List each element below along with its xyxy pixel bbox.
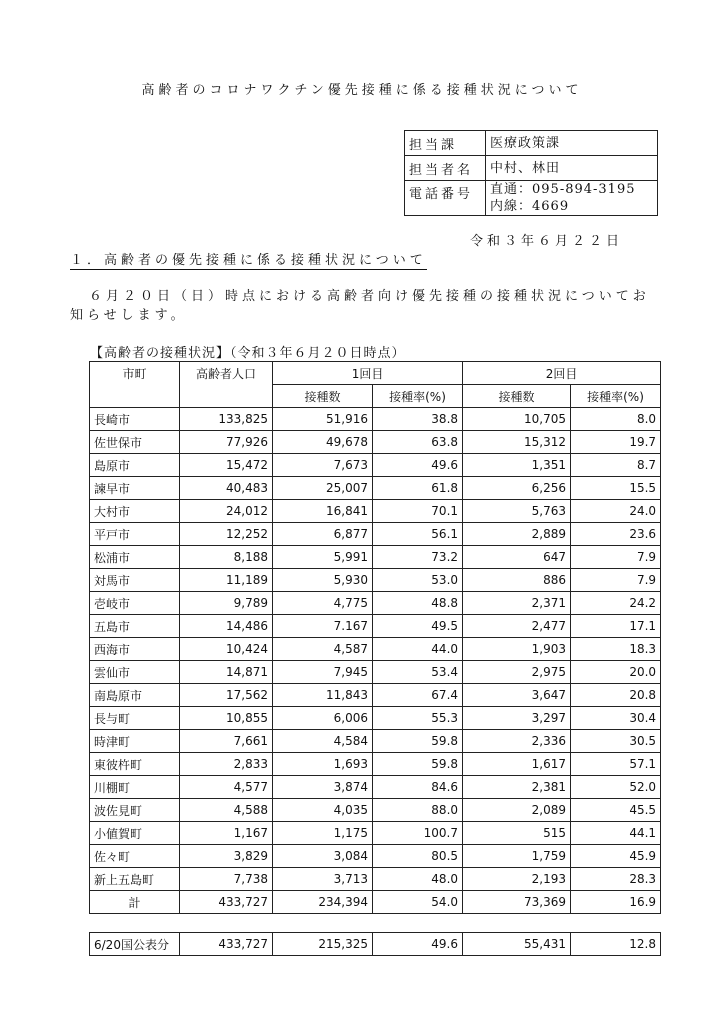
first-rate-cell: 48.8 — [373, 592, 463, 615]
first-rate-cell: 49.5 — [373, 615, 463, 638]
population-cell: 433,727 — [180, 933, 273, 956]
second-rate-cell: 52.0 — [571, 776, 661, 799]
table-row — [90, 546, 661, 569]
intro-paragraph: ６月２０日（日）時点における高齢者向け優先接種の接種状況についてお知らせします。 — [70, 289, 650, 323]
population-cell: 4,588 — [180, 799, 273, 822]
city-cell: 平戸市 — [90, 523, 180, 546]
first-count-cell: 49,678 — [273, 431, 373, 454]
table-row — [90, 868, 661, 891]
second-count-cell: 73,369 — [463, 891, 571, 914]
population-cell: 133,825 — [180, 408, 273, 431]
second-count-cell: 3,647 — [463, 684, 571, 707]
second-rate-cell: 15.5 — [571, 477, 661, 500]
second-rate-cell: 30.5 — [571, 730, 661, 753]
first-rate-cell: 70.1 — [373, 500, 463, 523]
population-cell: 12,252 — [180, 523, 273, 546]
first-rate-cell: 63.8 — [373, 431, 463, 454]
second-count-cell: 1,617 — [463, 753, 571, 776]
second-count-cell: 1,351 — [463, 454, 571, 477]
first-rate-cell: 48.0 — [373, 868, 463, 891]
first-rate-cell: 56.1 — [373, 523, 463, 546]
table-row — [90, 615, 661, 638]
table-row — [90, 822, 661, 845]
population-cell: 7,738 — [180, 868, 273, 891]
city-cell: 松浦市 — [90, 546, 180, 569]
first-count-cell: 215,325 — [273, 933, 373, 956]
first-rate-cell: 88.0 — [373, 799, 463, 822]
city-cell: 6/20国公表分 — [90, 933, 180, 956]
page-title: 高齢者のコロナワクチン優先接種に係る接種状況について — [141, 83, 583, 98]
population-cell: 24,012 — [180, 500, 273, 523]
table-row — [90, 477, 661, 500]
first-rate-cell: 59.8 — [373, 753, 463, 776]
first-count-cell: 1,175 — [273, 822, 373, 845]
second-rate-cell: 45.5 — [571, 799, 661, 822]
table-row — [90, 799, 661, 822]
table-row — [90, 454, 661, 477]
table-row — [90, 776, 661, 799]
second-count-cell: 886 — [463, 569, 571, 592]
second-count-cell: 2,371 — [463, 592, 571, 615]
contact-value: 中村、林田 — [486, 156, 658, 181]
header-first-rate: 接種率(%) — [373, 385, 463, 408]
city-cell: 雲仙市 — [90, 661, 180, 684]
population-cell: 77,926 — [180, 431, 273, 454]
first-count-cell: 7,673 — [273, 454, 373, 477]
header-population: 高齢者人口 — [180, 362, 273, 408]
first-count-cell: 4,584 — [273, 730, 373, 753]
contact-row — [405, 131, 658, 156]
first-rate-cell: 49.6 — [373, 933, 463, 956]
population-cell: 3,829 — [180, 845, 273, 868]
header-second-dose: 2回目 — [463, 362, 661, 385]
first-rate-cell: 100.7 — [373, 822, 463, 845]
population-cell: 1,167 — [180, 822, 273, 845]
second-rate-cell: 19.7 — [571, 431, 661, 454]
table-row — [90, 730, 661, 753]
second-count-cell: 2,089 — [463, 799, 571, 822]
table-row — [90, 753, 661, 776]
second-rate-cell: 8.7 — [571, 454, 661, 477]
second-count-cell: 10,705 — [463, 408, 571, 431]
national-body — [90, 933, 661, 956]
first-rate-cell: 61.8 — [373, 477, 463, 500]
city-cell: 長与町 — [90, 707, 180, 730]
second-rate-cell: 57.1 — [571, 753, 661, 776]
header-second-rate: 接種率(%) — [571, 385, 661, 408]
table-row — [90, 661, 661, 684]
second-rate-cell: 18.3 — [571, 638, 661, 661]
city-cell: 長崎市 — [90, 408, 180, 431]
city-cell: 南島原市 — [90, 684, 180, 707]
first-rate-cell: 54.0 — [373, 891, 463, 914]
second-count-cell: 15,312 — [463, 431, 571, 454]
population-cell: 7,661 — [180, 730, 273, 753]
national-row — [90, 933, 661, 956]
population-cell: 4,577 — [180, 776, 273, 799]
first-rate-cell: 44.0 — [373, 638, 463, 661]
second-count-cell: 647 — [463, 546, 571, 569]
phone-extension: 内線：4669 — [490, 199, 570, 214]
total-row — [90, 891, 661, 914]
population-cell: 40,483 — [180, 477, 273, 500]
second-rate-cell: 7.9 — [571, 546, 661, 569]
document-date: 令和３年６月２２日 — [470, 234, 624, 249]
second-count-cell: 2,381 — [463, 776, 571, 799]
first-count-cell: 234,394 — [273, 891, 373, 914]
population-cell: 17,562 — [180, 684, 273, 707]
second-rate-cell: 7.9 — [571, 569, 661, 592]
city-cell: 五島市 — [90, 615, 180, 638]
second-rate-cell: 45.9 — [571, 845, 661, 868]
first-count-cell: 3,084 — [273, 845, 373, 868]
header-first-count: 接種数 — [273, 385, 373, 408]
first-count-cell: 11,843 — [273, 684, 373, 707]
section-heading: １．高齢者の優先接種に係る接種状況について — [70, 249, 427, 270]
population-cell: 15,472 — [180, 454, 273, 477]
second-rate-cell: 30.4 — [571, 707, 661, 730]
phone-direct: 直通：095-894-3195 — [490, 182, 636, 197]
population-cell: 10,424 — [180, 638, 273, 661]
second-count-cell: 3,297 — [463, 707, 571, 730]
population-cell: 10,855 — [180, 707, 273, 730]
first-rate-cell: 59.8 — [373, 730, 463, 753]
table-row — [90, 845, 661, 868]
table-body — [90, 408, 661, 914]
first-count-cell: 6,877 — [273, 523, 373, 546]
city-cell: 計 — [90, 891, 180, 914]
first-count-cell: 1,693 — [273, 753, 373, 776]
first-count-cell: 6,006 — [273, 707, 373, 730]
second-count-cell: 1,759 — [463, 845, 571, 868]
contact-row — [405, 181, 658, 216]
city-cell: 小値賀町 — [90, 822, 180, 845]
first-rate-cell: 49.6 — [373, 454, 463, 477]
second-rate-cell: 20.0 — [571, 661, 661, 684]
second-count-cell: 2,336 — [463, 730, 571, 753]
table-row — [90, 500, 661, 523]
second-rate-cell: 12.8 — [571, 933, 661, 956]
city-cell: 諫早市 — [90, 477, 180, 500]
table-row — [90, 638, 661, 661]
second-rate-cell: 44.1 — [571, 822, 661, 845]
header-city: 市町 — [90, 362, 180, 408]
first-count-cell: 3,874 — [273, 776, 373, 799]
population-cell: 11,189 — [180, 569, 273, 592]
population-cell: 8,188 — [180, 546, 273, 569]
city-cell: 川棚町 — [90, 776, 180, 799]
table-row — [90, 408, 661, 431]
second-rate-cell: 24.2 — [571, 592, 661, 615]
table-row — [90, 431, 661, 454]
contact-value — [486, 181, 658, 216]
first-count-cell: 4,587 — [273, 638, 373, 661]
contact-value: 医療政策課 — [486, 131, 658, 156]
second-rate-cell: 28.3 — [571, 868, 661, 891]
table-caption: 【高齢者の接種状況】（令和３年６月２０日時点） — [90, 346, 406, 361]
first-rate-cell: 38.8 — [373, 408, 463, 431]
second-rate-cell: 17.1 — [571, 615, 661, 638]
first-rate-cell: 67.4 — [373, 684, 463, 707]
first-count-cell: 3,713 — [273, 868, 373, 891]
first-count-cell: 5,991 — [273, 546, 373, 569]
city-cell: 島原市 — [90, 454, 180, 477]
city-cell: 波佐見町 — [90, 799, 180, 822]
city-cell: 西海市 — [90, 638, 180, 661]
first-count-cell: 51,916 — [273, 408, 373, 431]
city-cell: 佐世保市 — [90, 431, 180, 454]
first-count-cell: 7,945 — [273, 661, 373, 684]
table-row — [90, 569, 661, 592]
first-count-cell: 4,035 — [273, 799, 373, 822]
first-count-cell: 4,775 — [273, 592, 373, 615]
contact-key: 担当課 — [405, 131, 486, 156]
second-count-cell: 2,477 — [463, 615, 571, 638]
first-count-cell: 16,841 — [273, 500, 373, 523]
city-cell: 対馬市 — [90, 569, 180, 592]
header-second-count: 接種数 — [463, 385, 571, 408]
vaccination-table — [89, 361, 661, 914]
second-count-cell: 515 — [463, 822, 571, 845]
table-row — [90, 523, 661, 546]
contact-table — [404, 130, 658, 216]
header-first-dose: 1回目 — [273, 362, 463, 385]
second-rate-cell: 16.9 — [571, 891, 661, 914]
city-cell: 東彼杵町 — [90, 753, 180, 776]
population-cell: 433,727 — [180, 891, 273, 914]
first-rate-cell: 55.3 — [373, 707, 463, 730]
second-rate-cell: 24.0 — [571, 500, 661, 523]
second-count-cell: 6,256 — [463, 477, 571, 500]
second-rate-cell: 20.8 — [571, 684, 661, 707]
city-cell: 壱岐市 — [90, 592, 180, 615]
table-row — [90, 684, 661, 707]
first-rate-cell: 53.4 — [373, 661, 463, 684]
first-rate-cell: 84.6 — [373, 776, 463, 799]
second-rate-cell: 8.0 — [571, 408, 661, 431]
second-count-cell: 5,763 — [463, 500, 571, 523]
city-cell: 時津町 — [90, 730, 180, 753]
city-cell: 大村市 — [90, 500, 180, 523]
first-rate-cell: 53.0 — [373, 569, 463, 592]
population-cell: 2,833 — [180, 753, 273, 776]
first-count-cell: 5,930 — [273, 569, 373, 592]
second-rate-cell: 23.6 — [571, 523, 661, 546]
second-count-cell: 2,975 — [463, 661, 571, 684]
first-count-cell: 25,007 — [273, 477, 373, 500]
first-rate-cell: 73.2 — [373, 546, 463, 569]
city-cell: 新上五島町 — [90, 868, 180, 891]
second-count-cell: 2,193 — [463, 868, 571, 891]
population-cell: 14,486 — [180, 615, 273, 638]
second-count-cell: 1,903 — [463, 638, 571, 661]
first-rate-cell: 80.5 — [373, 845, 463, 868]
national-table — [89, 932, 661, 956]
second-count-cell: 2,889 — [463, 523, 571, 546]
table-row — [90, 592, 661, 615]
contact-key: 電話番号 — [405, 181, 486, 216]
population-cell: 14,871 — [180, 661, 273, 684]
population-cell: 9,789 — [180, 592, 273, 615]
header-row — [90, 362, 661, 385]
contact-key: 担当者名 — [405, 156, 486, 181]
contact-row — [405, 156, 658, 181]
first-count-cell: 7.167 — [273, 615, 373, 638]
city-cell: 佐々町 — [90, 845, 180, 868]
second-count-cell: 55,431 — [463, 933, 571, 956]
table-row — [90, 707, 661, 730]
